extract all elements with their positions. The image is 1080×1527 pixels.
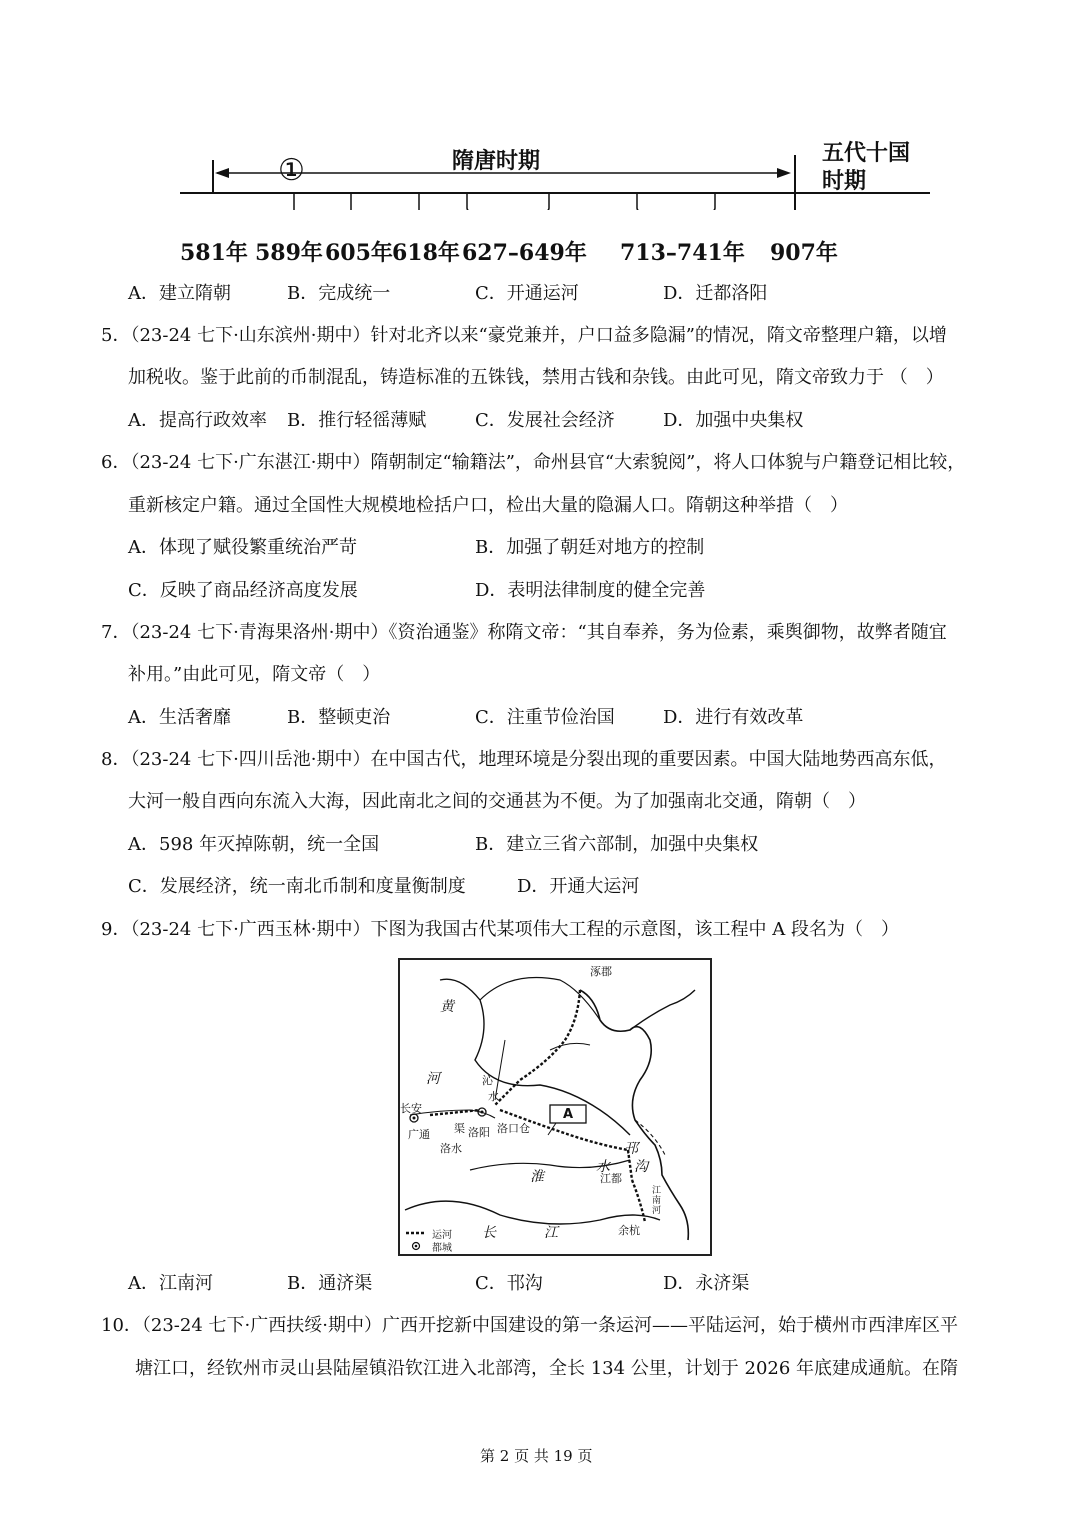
year-907: 907年 [770,240,838,266]
map-guangtong: 广通 [408,1128,430,1141]
bracket-713-741 [637,193,715,210]
q8-option-b: B．建立三省六部制，加强中央集权 [475,834,759,855]
yangtze-river [405,1201,660,1224]
arrow-left-head [215,168,229,178]
map-qin: 沁 [482,1074,493,1087]
q5-option-c: C．发展社会经济 [475,410,615,431]
arrow-right-head [777,168,791,178]
q4-option-b: B．完成统一 [287,283,391,304]
year-618: 618年 [392,240,460,266]
q8-option-d: D．开通大运河 [517,876,640,897]
year-605: 605年 [325,240,393,266]
map-han: 邗 [624,1141,638,1157]
q6-stem-line1: 6．（23-24 七下·广东湛江·期中）隋朝制定“输籍法”，命州县官“大索貌阅”，将人口体貌与户籍登记相比较， [101,452,966,473]
q7-option-d: D．进行有效改革 [663,707,804,728]
q6-option-b: B．加强了朝廷对地方的控制 [475,537,705,558]
yellow-river [440,979,630,1135]
legend-capital-dot [415,1245,418,1248]
circle-marker: ① [278,153,305,188]
q10-stem-line2: 塘江口，经钦州市灵山县陆屋镇沿钦江进入北部湾，全长 134 公里，计划于 2026 年底建成通航。在隋 [135,1358,959,1379]
map-luoshui: 洛水 [440,1142,462,1155]
map-shui: 水 [488,1090,499,1103]
map-jiangdu: 江都 [600,1172,622,1185]
map-huai: 淮 [530,1169,544,1185]
yellow-river-loop [480,978,600,1021]
q9-option-a: A．江南河 [128,1273,213,1294]
q5-option-a: A．提高行政效率 [128,410,267,431]
map-zhuojun: 涿郡 [590,965,612,978]
map-luoyang: 洛阳 [468,1126,490,1139]
map-changan: 长安 [400,1102,422,1115]
map-he: 河 [426,1071,440,1087]
q9-option-b: B．通济渠 [287,1273,373,1294]
q8-stem-line1: 8．（23-24 七下·四川岳池·期中）在中国古代，地理环境是分裂出现的重要因素。中国大陆地势西高东低， [101,749,947,770]
map-jiang: 江 [544,1225,558,1241]
yongji-canal [495,990,580,1105]
page-footer: 第 2 页 共 19 页 [480,1447,593,1465]
q9-option-d: D．永济渠 [663,1273,750,1294]
map-jiangnanhe: 江南河 [652,1186,662,1216]
year-581: 581年 [180,240,248,266]
q5-stem-line2: 加税收。鉴于此前的币制混乱，铸造标准的五铢钱，禁用古钱和杂钱。由此可见，隋文帝致力于 （ ） [128,367,944,388]
period-label: 隋唐时期 [452,148,541,174]
q6-stem-line2: 重新核定户籍。通过全国性大规模地检括户口，检出大量的隐漏人口。隋朝这种举措（ ） [128,495,848,516]
year-627-649: 627–649年 [462,240,587,266]
year-589: 589年 [255,240,323,266]
q8-option-a: A．598 年灭掉陈朝，统一全国 [128,834,380,855]
map-a-label: A [563,1107,574,1122]
q8-stem-line2: 大河一般自西向东流入大海，因此南北之间的交通甚为不便。为了加强南北交通，隋朝（ ） [128,791,866,812]
capital-luoyang-dot [481,1111,484,1114]
q7-option-a: A．生活奢靡 [128,707,231,728]
year-713-741: 713–741年 [620,240,745,266]
q5-option-b: B．推行轻徭薄赋 [287,410,427,431]
q4-option-a: A．建立隋朝 [128,283,231,304]
map-huang: 黄 [440,999,454,1015]
q6-option-c: C．反映了商品经济高度发展 [128,580,358,601]
q10-stem-line1: 10．（23-24 七下·广西扶绥·期中）广西开挖新中国建设的第一条运河——平陆运河，始于横州市西津库区平 [101,1315,958,1336]
map-yuhang: 余杭 [618,1224,640,1237]
grand-canal-map [398,958,712,1256]
q8-option-c: C．发展经济，统一南北币制和度量衡制度 [128,876,466,897]
q5-option-d: D．加强中央集权 [663,410,804,431]
q9-stem-line1: 9．（23-24 七下·广西玉林·期中）下图为我国古代某项伟大工程的示意图，该工程中 A 段名为（ ） [101,919,899,940]
bracket-627-649 [467,193,549,210]
q6-option-a: A．体现了赋役繁重统治严苛 [128,537,357,558]
q7-option-c: C．注重节俭治国 [475,707,615,728]
q9-option-c: C．邗沟 [475,1273,543,1294]
coastline-north [630,990,695,1030]
capital-changan-dot [413,1117,416,1120]
q5-stem-line1: 5．（23-24 七下·山东滨州·期中）针对北齐以来“豪党兼并，户口益多隐漏”的情况，隋文帝整理户籍，以增 [101,325,947,346]
map-huai-shui: 水 [596,1159,610,1175]
map-luokoucang: 洛口仓 [497,1122,530,1135]
q7-stem-line2: 补用。”由此可见，隋文帝（ ） [128,664,381,685]
map-legend-capital: 都城 [432,1243,452,1254]
map-chang: 长 [482,1225,496,1241]
end-label-line1: 五代十国 [822,140,911,166]
q6-option-d: D．表明法律制度的健全完善 [475,580,706,601]
map-qu: 渠 [454,1122,465,1135]
map-legend-canal: 运河 [432,1230,452,1241]
q7-stem-line1: 7．（23-24 七下·青海果洛州·期中）《资治通鉴》称隋文帝：“其自奉养，务为俭素，乘舆御物，故弊者随宜 [101,622,947,643]
map-gou: 沟 [634,1159,648,1175]
q4-option-d: D．迁都洛阳 [663,283,768,304]
end-label-line2: 时期 [822,168,867,194]
q4-option-c: C．开通运河 [475,283,579,304]
q7-option-b: B．整顿吏治 [287,707,391,728]
